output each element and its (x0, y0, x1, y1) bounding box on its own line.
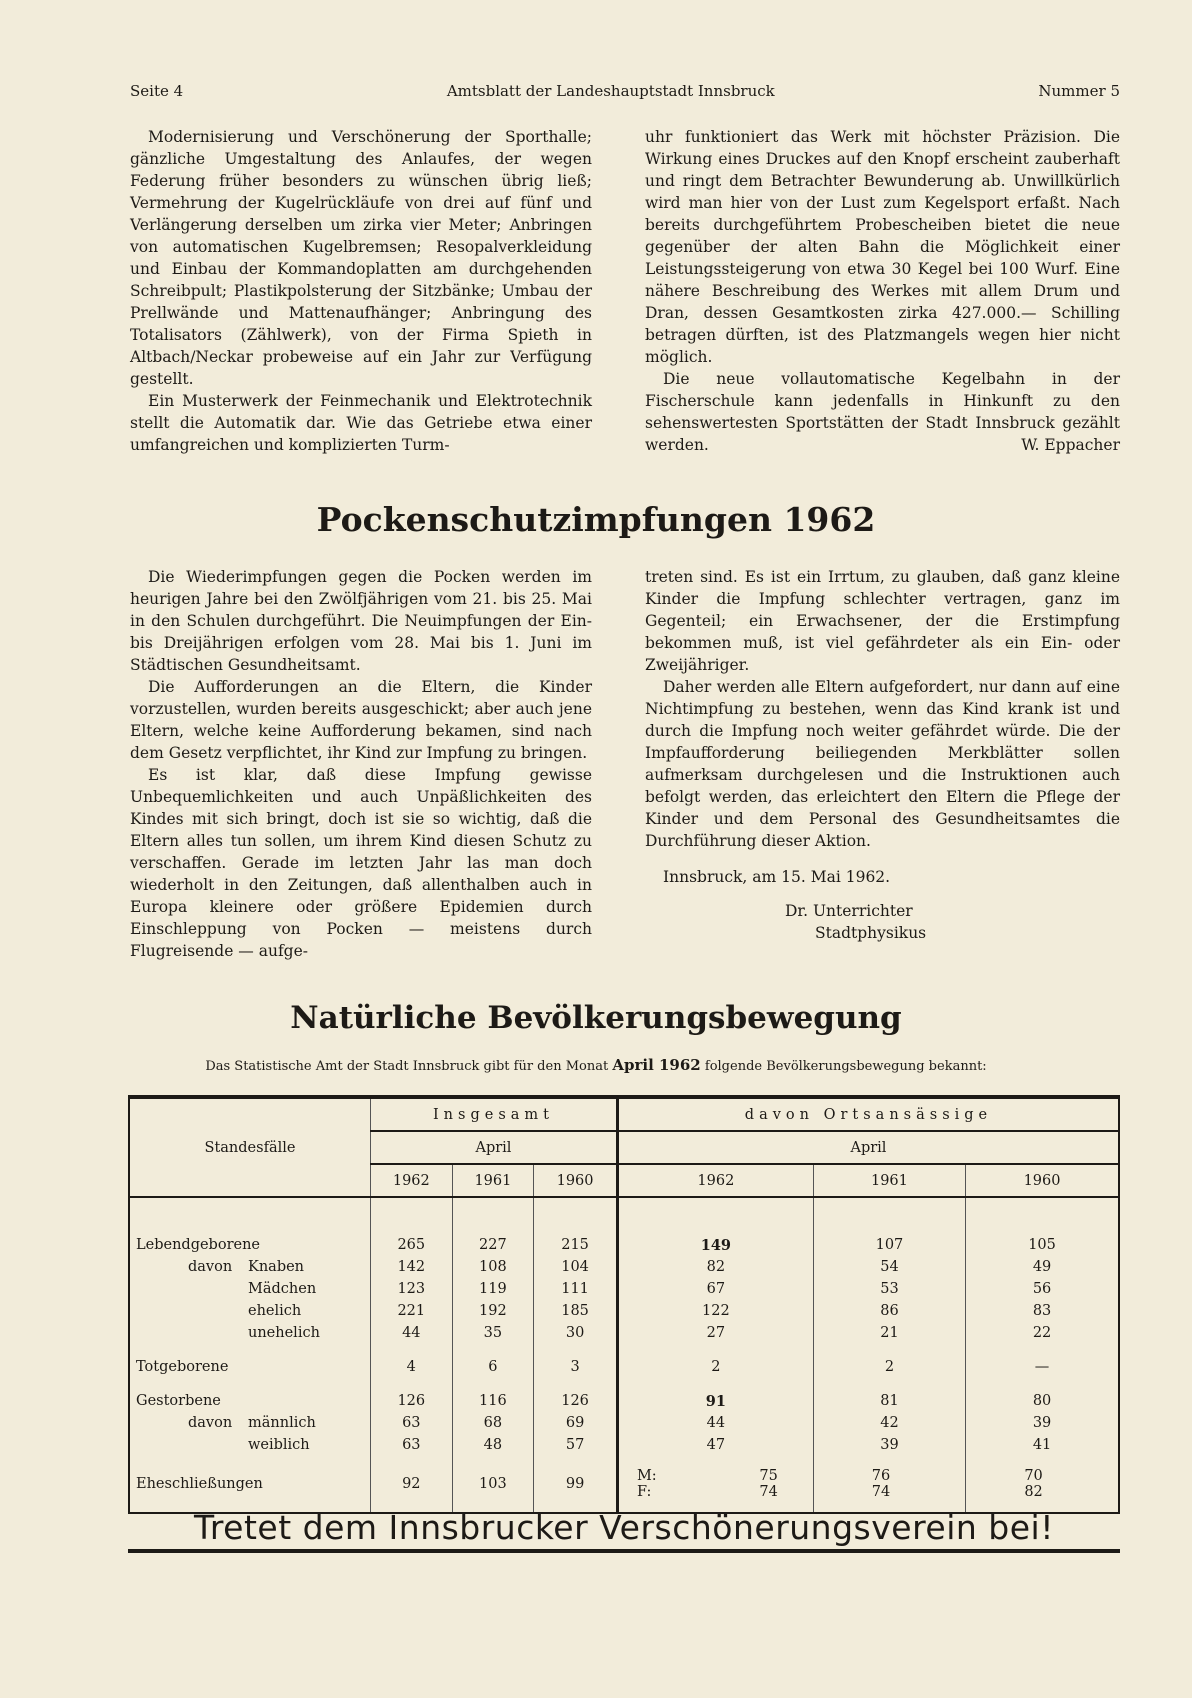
article1-left-column (130, 126, 592, 456)
table-cell: 67 (617, 1278, 813, 1300)
group-ortsansaessige: davon Ortsansässige (617, 1097, 1119, 1131)
table-cell: 82 (617, 1256, 813, 1278)
table-cell: 6 (452, 1356, 534, 1378)
table-cell: 3 (534, 1356, 618, 1378)
table-row (129, 1300, 1119, 1322)
table-cell: 104 (534, 1256, 618, 1278)
publication-title: Amtsblatt der Landeshauptstadt Innsbruck (446, 82, 775, 100)
table-cell: 99 (534, 1468, 618, 1500)
cell-value: 76 (871, 1468, 891, 1484)
table-cell: 63 (371, 1412, 453, 1434)
paragraph: uhr funktioniert das Werk mit höchster Präzision. Die Wirkung eines Druckes auf den Knopf erscheint zauberhaft und ringt dem Betrachter Bewunderung ab. Unwillkürlich wird man hier von der Lust zum Kegelsport erfaßt. Nach bereits durchgeführtem Probescheiben bietet die neue gegenüber der alten Bahn die Möglichkeit einer Leistungssteigerung von etwa 30 Kegel bei 100 Wurf. Eine nähere Beschreibung des Werkes mit allem Drum und Dran, dessen Gesamtkosten zirka 427.000.— Schilling betragen dürften, ist des Platzmangels wegen hier nicht möglich. (645, 128, 1120, 366)
month-label: April (371, 1131, 618, 1164)
row-label-text: unehelich (248, 1325, 320, 1341)
table-cell: 48 (452, 1434, 534, 1456)
spacer-row (129, 1378, 1119, 1390)
row-label (129, 1412, 371, 1434)
table-cell: 265 (371, 1234, 453, 1256)
table-cell: 69 (534, 1412, 618, 1434)
table-row (129, 1468, 1119, 1500)
table-cell: 44 (617, 1412, 813, 1434)
table-cell: 49 (966, 1256, 1119, 1278)
population-table (128, 1095, 1120, 1514)
table-cell: 103 (452, 1468, 534, 1500)
table-cell: 105 (966, 1234, 1119, 1256)
table-cell: 142 (371, 1256, 453, 1278)
year-header: 1960 (966, 1164, 1119, 1197)
table-cell: 111 (534, 1278, 618, 1300)
paragraph: treten sind. Es ist ein Irrtum, zu glauben, daß ganz kleine Kinder die Impfung schlechter vertragen, ganz im Gegenteil; ein Erwachsener, der die Erstimpfung bekommen muß, ist viel gefährdeter als ein Ein- oder Zweijähriger. (645, 568, 1120, 674)
table-cell (617, 1468, 813, 1500)
table-row (129, 1356, 1119, 1378)
table-cell: 22 (966, 1322, 1119, 1344)
article2-left-column (130, 566, 592, 962)
paragraph: Die Aufforderungen an die Eltern, die Kinder vorzustellen, wurden bereits ausgeschickt; aber auch jene Eltern, welche keine Aufforderung bekamen, sind nach dem Gesetz verpflichtet, ihr Kind zur Impfung zu bringen. (130, 678, 592, 762)
row-label (129, 1468, 371, 1500)
year-header: 1962 (371, 1164, 453, 1197)
place-date: Innsbruck, am 15. Mai 1962. (663, 868, 891, 886)
signature-title: Stadtphysikus (815, 924, 927, 942)
table-cell: 47 (617, 1434, 813, 1456)
row-label-text: Mädchen (248, 1281, 317, 1297)
table-cell (813, 1468, 965, 1500)
spacer-row (129, 1344, 1119, 1356)
table-cell: 39 (966, 1412, 1119, 1434)
page-header (130, 82, 1120, 100)
table-row (129, 1234, 1119, 1256)
row-label-text: Lebendgeborene (136, 1237, 261, 1253)
table-cell: 91 (617, 1390, 813, 1412)
table-cell: 39 (813, 1434, 965, 1456)
row-label (129, 1390, 371, 1412)
intro-text: Das Statistische Amt der Stadt Innsbruck gibt für den Monat (205, 1059, 609, 1074)
table-cell: 68 (452, 1412, 534, 1434)
table-cell: 4 (371, 1356, 453, 1378)
paragraph: Die Wiederimpfungen gegen die Pocken werden im heurigen Jahre bei den Zwölfjährigen vom 21. bis 25. Mai in den Schulen durchgeführt. Die Neuimpfungen der Ein- bis Dreijährigen erfolgen vom 28. Mai bis 1. Juni im Städtischen Gesundheitsamt. (130, 568, 592, 674)
table-row (129, 1412, 1119, 1434)
row-label-text: Gestorbene (136, 1393, 221, 1409)
table-cell: 185 (534, 1300, 618, 1322)
spacer-row (129, 1197, 1119, 1210)
row-header: Standesfälle (129, 1097, 371, 1197)
table-cell: 63 (371, 1434, 453, 1456)
signature-name: Dr. Unterrichter (785, 902, 913, 920)
table-cell: 149 (617, 1234, 813, 1256)
table-cell (966, 1468, 1119, 1500)
table-cell: 107 (813, 1234, 965, 1256)
paragraph: Daher werden alle Eltern aufgefordert, nur dann auf eine Nichtimpfung zu bestehen, wenn das Kind krank ist und durch die Impfung noch weiter gefährdet würde. Die der Impfaufforderung beiliegenden Merkblätter sollen aufmerksam durchgelesen und die Instruktionen auch befolgt werden, das erleichtert den Eltern die Pflege der Kinder und dem Personal des Gesundheitsamtes die Durchführung dieser Aktion. (645, 678, 1120, 850)
table-cell: 116 (452, 1390, 534, 1412)
table-cell: 122 (617, 1300, 813, 1322)
table-row (129, 1256, 1119, 1278)
row-label (129, 1434, 371, 1456)
row-label-text: Eheschließungen (136, 1476, 263, 1492)
table-cell: 123 (371, 1278, 453, 1300)
table-cell: 2 (617, 1356, 813, 1378)
table-cell: 227 (452, 1234, 534, 1256)
month-label: April (617, 1131, 1119, 1164)
table-cell: 221 (371, 1300, 453, 1322)
table-cell: 54 (813, 1256, 965, 1278)
paragraph: Die neue vollautomatische Kegelbahn in der Fischerschule kann jedenfalls in Hinkunft zu den sehenswertesten Sportstätten der Stadt Innsbruck gezählt werden. (645, 370, 1120, 454)
cell-value: 74 (871, 1484, 891, 1500)
table-cell: 2 (813, 1356, 965, 1378)
table-cell: 57 (534, 1434, 618, 1456)
table-cell: 35 (452, 1322, 534, 1344)
table-cell: 108 (452, 1256, 534, 1278)
table-cell: — (966, 1356, 1119, 1378)
paragraph: Ein Musterwerk der Feinmechanik und Elektrotechnik stellt die Automatik dar. Wie das Getriebe etwa einer umfangreichen und komplizierten Turm- (130, 392, 592, 454)
row-label (129, 1356, 371, 1378)
author: W. Eppacher (1021, 436, 1120, 454)
article3-intro (0, 1056, 1192, 1074)
row-label-text: weiblich (248, 1437, 310, 1453)
group-insgesamt: Insgesamt (371, 1097, 618, 1131)
spacer-row (129, 1222, 1119, 1234)
paragraph: Modernisierung und Verschönerung der Sporthalle; gänzliche Umgestaltung des Anlaufes, der wegen Federung früher besonders zu wünschen übrig ließ; Vermehrung der Kugelrückläufe von drei auf fünf und Verlängerung derselben um zirka vier Meter; Anbringen von automatischen Kugelbremsen; Resopalverkleidung und Einbau der Kommandoplatten am durchgehenden Schreibpult; Plastikpolsterung der Sitzbänke; Umbau der Prellwände und Mattenaufhänger; Anbringung des Totalisators (Zählwerk), von der Firma Spieth in Altbach/Neckar probeweise auf ein Jahr zur Verfügung gestellt. (130, 128, 592, 388)
page-number: Seite 4 (130, 82, 184, 100)
row-label (129, 1278, 371, 1300)
table-cell: 126 (371, 1390, 453, 1412)
row-label (129, 1256, 371, 1278)
article1-right-column (645, 126, 1120, 456)
year-header: 1960 (534, 1164, 618, 1197)
row-label-text: Knaben (248, 1259, 305, 1275)
year-header: 1961 (813, 1164, 965, 1197)
intro-month: April 1962 (612, 1056, 701, 1074)
row-prefix: davon (188, 1259, 233, 1275)
table-cell: 53 (813, 1278, 965, 1300)
row-prefix: davon (188, 1415, 233, 1431)
table-cell: 44 (371, 1322, 453, 1344)
row-label (129, 1234, 371, 1256)
table-cell: 42 (813, 1412, 965, 1434)
row-label (129, 1300, 371, 1322)
cell-value: 82 (1024, 1484, 1043, 1500)
row-label-text: männlich (248, 1415, 316, 1431)
year-header: 1962 (617, 1164, 813, 1197)
table-row (129, 1434, 1119, 1456)
table-cell: 92 (371, 1468, 453, 1500)
article2-right-column (645, 566, 1120, 944)
table-row (129, 1390, 1119, 1412)
row-label-text: Totgeborene (136, 1359, 229, 1375)
cell-value: 70 (1024, 1468, 1043, 1484)
year-header: 1961 (452, 1164, 534, 1197)
gender-tag: F: (636, 1484, 652, 1500)
paragraph: Es ist klar, daß diese Impfung gewisse Unbequemlichkeiten und auch Unpäßlichkeiten des Kindes mit sich bringt, doch ist sie so wichtig, daß die Eltern alles tun sollen, um ihrem Kind diesen Schutz zu verschaffen. Gerade im letzten Jahr las man doch wiederholt in den Zeitungen, daß allenthalben auch in Europa kleinere oder größere Epidemien durch Einschleppung von Pocken — meistens durch Flugreisende — aufge- (130, 766, 592, 960)
row-label (129, 1322, 371, 1344)
row-label-text: ehelich (248, 1303, 302, 1319)
table-cell: 192 (452, 1300, 534, 1322)
table-cell: 30 (534, 1322, 618, 1344)
table-cell: 83 (966, 1300, 1119, 1322)
slogan: Tretet dem Innsbrucker Verschönerungsverein bei! (128, 1508, 1120, 1553)
intro-text: folgende Bevölkerungsbewegung bekannt: (704, 1059, 987, 1074)
table-cell: 80 (966, 1390, 1119, 1412)
table-row (129, 1322, 1119, 1344)
spacer-row (129, 1210, 1119, 1222)
table-cell: 27 (617, 1322, 813, 1344)
table-cell: 86 (813, 1300, 965, 1322)
cell-value: 74 (759, 1484, 778, 1500)
article3-title: Natürliche Bevölkerungsbewegung (290, 1000, 902, 1036)
table-cell: 41 (966, 1434, 1119, 1456)
table-cell: 81 (813, 1390, 965, 1412)
table-row (129, 1278, 1119, 1300)
gender-tag: M: (636, 1468, 657, 1484)
table-cell: 119 (452, 1278, 534, 1300)
table-cell: 21 (813, 1322, 965, 1344)
issue-number: Nummer 5 (1038, 82, 1120, 100)
table-cell: 56 (966, 1278, 1119, 1300)
table-cell: 215 (534, 1234, 618, 1256)
article2-title: Pockenschutzimpfungen 1962 (316, 500, 876, 539)
table-cell: 126 (534, 1390, 618, 1412)
spacer-row (129, 1456, 1119, 1468)
cell-value: 75 (759, 1468, 778, 1484)
